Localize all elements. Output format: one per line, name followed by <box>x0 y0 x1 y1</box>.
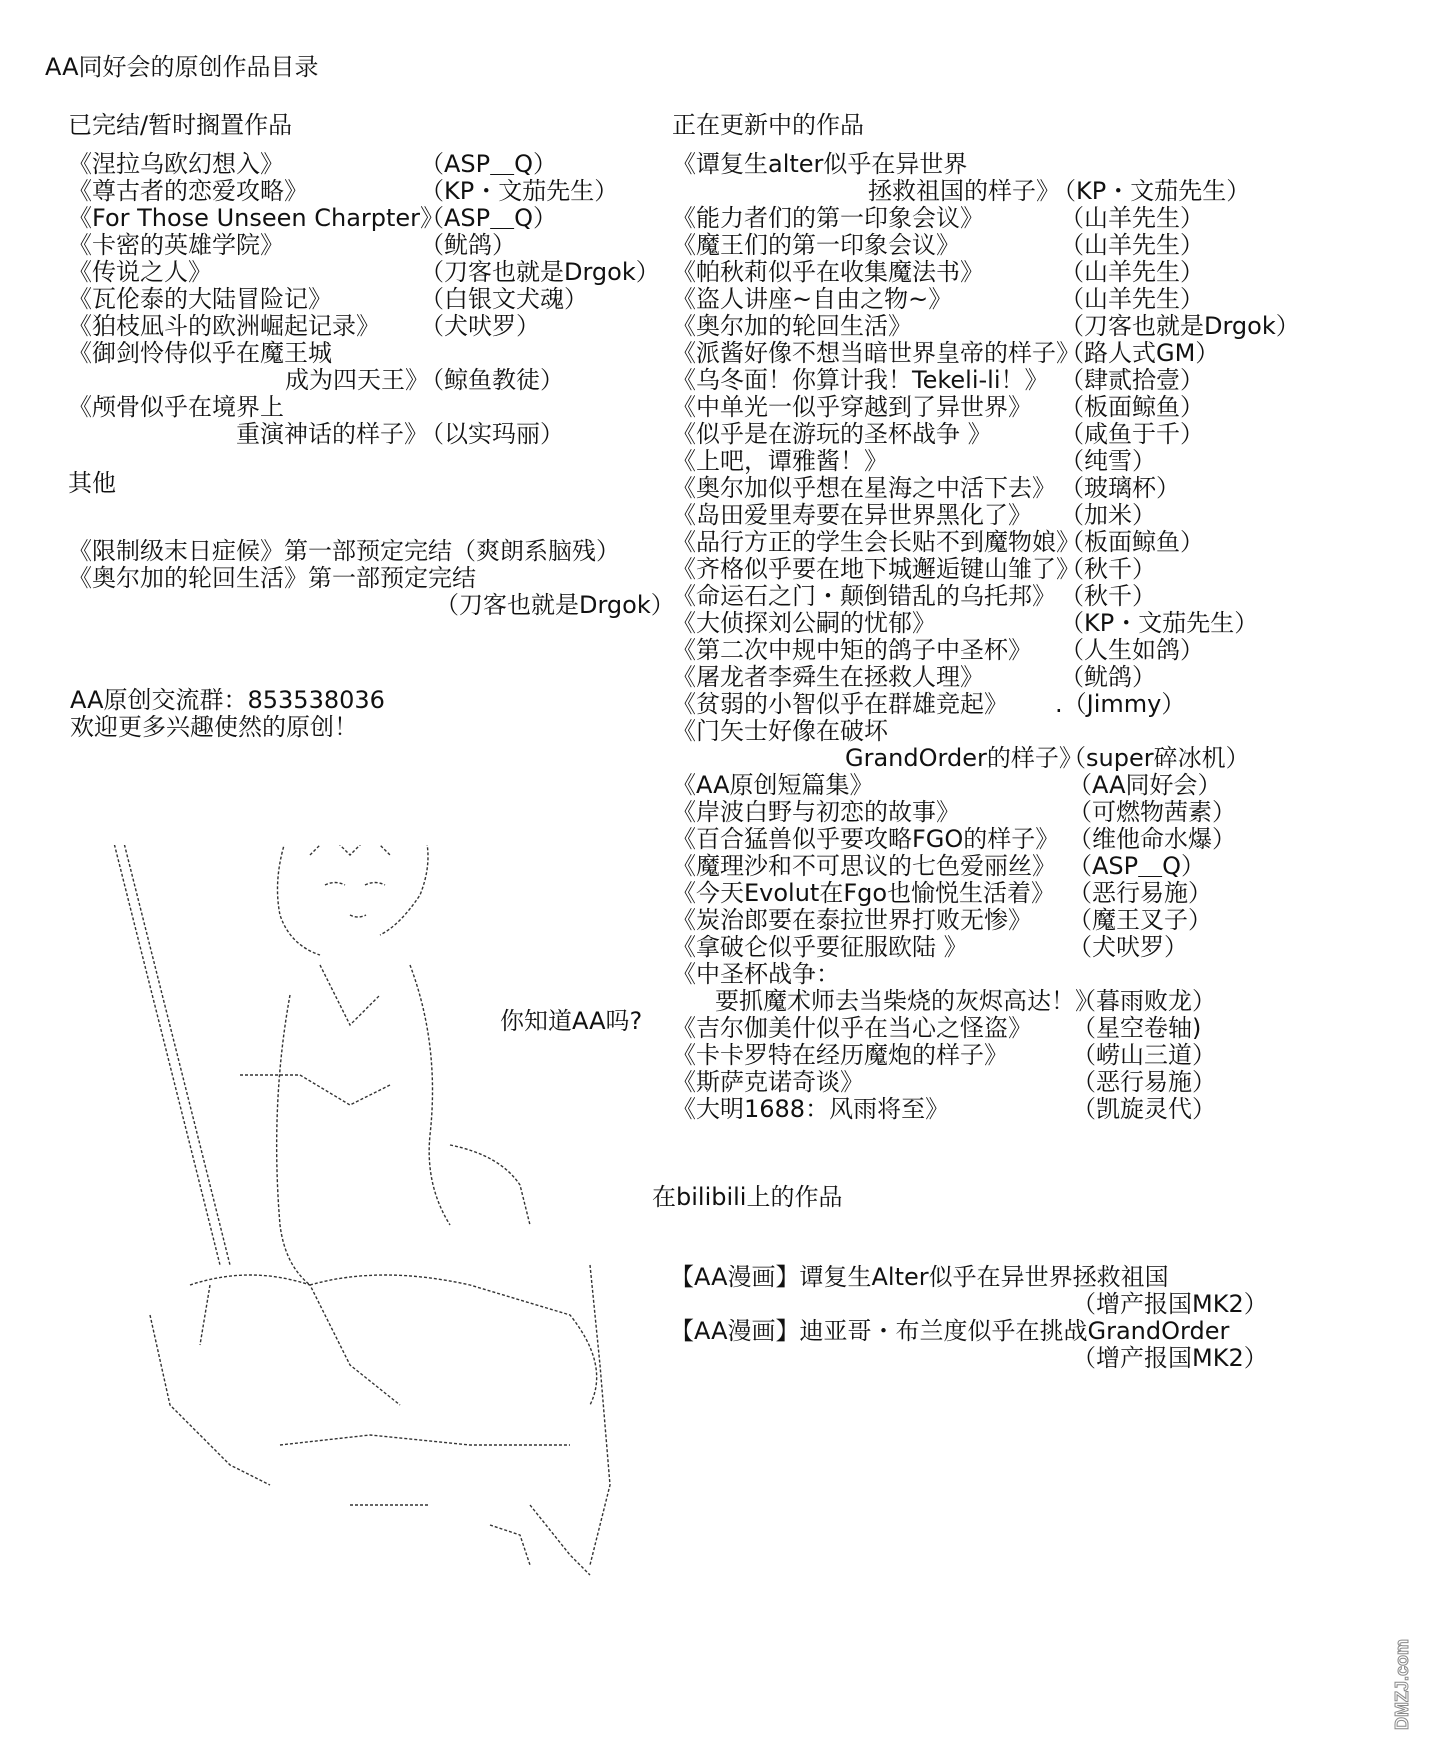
list-item: 《能力者们的第一印象会议》 <box>672 204 984 232</box>
list-item-author: （山羊先生） <box>1060 285 1204 313</box>
list-item-author: （山羊先生） <box>1060 204 1204 232</box>
list-item: 《上吧，谭雅酱！》 <box>672 447 888 475</box>
list-item-author: （恶行易施） <box>1072 1068 1216 1096</box>
list-item-author: （秋千） <box>1060 582 1156 610</box>
bilibili-item-1: 【AA漫画】谭复生Alter似乎在异世界拯救祖国 <box>670 1263 1169 1291</box>
updating-heading: 正在更新中的作品 <box>672 111 864 139</box>
list-item: 《乌冬面！你算计我！Tekeli-li！》 <box>672 366 1049 394</box>
list-item-author: （刀客也就是Drgok） <box>420 258 660 286</box>
list-item-continued: 成为四天王》 <box>285 366 429 394</box>
list-item-author: （犬吠罗） <box>1068 933 1188 961</box>
list-item: 《斯萨克诺奇谈》 <box>672 1068 864 1096</box>
list-item: 《似乎是在游玩的圣杯战争 》 <box>672 420 992 448</box>
list-item: 《第二次中规中矩的鸽子中圣杯》 <box>672 636 1032 664</box>
list-item-author: （super碎冰机） <box>1062 744 1250 772</box>
list-item: 《门矢士好像在破坏 <box>672 717 888 745</box>
list-item-author: （路人式GM） <box>1060 339 1220 367</box>
list-item-author: .（Jimmy） <box>1055 690 1186 718</box>
list-item-author: （AA同好会） <box>1068 771 1222 799</box>
list-item-author: （人生如鸽） <box>1060 636 1204 664</box>
list-item-author: （加米） <box>1060 501 1156 529</box>
list-item-author: （凯旋灵代） <box>1072 1095 1216 1123</box>
list-item-author: （崂山三道） <box>1072 1041 1216 1069</box>
list-item-author: （星空卷轴) <box>1072 1014 1202 1042</box>
ascii-art-illustration <box>50 845 690 1675</box>
list-item: 《炭治郎要在泰拉世界打败无惨》 <box>672 906 1032 934</box>
list-item: 《贫弱的小智似乎在群雄竞起》 <box>672 690 1008 718</box>
list-item: 《屠龙者李舜生在拯救人理》 <box>672 663 984 691</box>
list-item-author: （犬吠罗） <box>420 312 540 340</box>
list-item-author: （ASP＿Q） <box>420 150 558 178</box>
list-item-author: （维他命水爆） <box>1068 825 1236 853</box>
list-item: 《瓦伦泰的大陆冒险记》 <box>68 285 332 313</box>
list-item: 《命运石之门・颠倒错乱的乌托邦》 <box>672 582 1056 610</box>
list-item-author: （KP・文茄先生） <box>420 177 619 205</box>
list-item: 《今天Evolut在Fgo也愉悦生活着》 <box>672 879 1056 907</box>
list-item: 《齐格似乎要在地下城邂逅键山雏了》 <box>672 555 1080 583</box>
list-item: 《岛田爱里寿要在异世界黑化了》 <box>672 501 1032 529</box>
bilibili-item-2: 【AA漫画】迪亚哥・布兰度似乎在挑战GrandOrder <box>670 1317 1230 1345</box>
list-item: 《奥尔加似乎想在星海之中活下去》 <box>672 474 1056 502</box>
bilibili-item-2-author: （增产报国MK2） <box>1072 1344 1268 1372</box>
list-item-author: （鱿鸽） <box>420 231 516 259</box>
other-line-3: （刀客也就是Drgok） <box>435 591 675 619</box>
speech-text: 你知道AA吗? <box>500 1007 643 1035</box>
list-item-continued: 拯救祖国的样子》 <box>868 177 1060 205</box>
list-item-author: （暮雨败龙） <box>1072 987 1216 1015</box>
list-item: 《AA原创短篇集》 <box>672 771 874 799</box>
list-item-author: （山羊先生） <box>1060 258 1204 286</box>
completed-heading: 已完结/暂时搁置作品 <box>68 111 293 139</box>
list-item-author: （鱿鸽） <box>1060 663 1156 691</box>
list-item-continued: GrandOrder的样子》 <box>845 744 1083 772</box>
list-item: 《奥尔加的轮回生活》 <box>672 312 912 340</box>
list-item-author: （山羊先生） <box>1060 231 1204 259</box>
list-item: 《大明1688：风雨将至》 <box>672 1095 950 1123</box>
list-item: 《涅拉乌欧幻想入》 <box>68 150 284 178</box>
list-item: 《卡卡罗特在经历魔炮的样子》 <box>672 1041 1008 1069</box>
list-item-author: （板面鲸鱼） <box>1060 393 1204 421</box>
list-item: 《派酱好像不想当暗世界皇帝的样子》 <box>672 339 1080 367</box>
list-item-author: （鲸鱼教徒） <box>420 366 564 394</box>
list-item-author: （板面鲸鱼） <box>1060 528 1204 556</box>
list-item: 《帕秋莉似乎在收集魔法书》 <box>672 258 984 286</box>
list-item: 《御剑怜侍似乎在魔王城 <box>68 339 332 367</box>
list-item: 《吉尔伽美什似乎在当心之怪盗》 <box>672 1014 1032 1042</box>
list-item: 《卡密的英雄学院》 <box>68 231 284 259</box>
character-sketch <box>50 845 690 1675</box>
list-item-author: （恶行易施） <box>1068 879 1212 907</box>
list-item: 《品行方正的学生会长贴不到魔物娘》 <box>672 528 1080 556</box>
bilibili-item-1-author: （增产报国MK2） <box>1072 1290 1268 1318</box>
list-item-author: （ASP＿Q） <box>1068 852 1206 880</box>
list-item: 《中单光一似乎穿越到了异世界》 <box>672 393 1032 421</box>
list-item: 《For Those Unseen Charpter》 <box>68 204 445 232</box>
list-item-author: （可燃物茜素） <box>1068 798 1236 826</box>
list-item: 《传说之人》 <box>68 258 212 286</box>
list-item: 《谭复生alter似乎在异世界 <box>672 150 968 178</box>
list-item-author: （KP・文茄先生） <box>1060 609 1259 637</box>
group-welcome: 欢迎更多兴趣使然的原创！ <box>70 713 358 741</box>
list-item: 《尊古者的恋爱攻略》 <box>68 177 308 205</box>
list-item: 《大侦探刘公嗣的忧郁》 <box>672 609 936 637</box>
list-item: 《魔王们的第一印象会议》 <box>672 231 960 259</box>
list-item: 《魔理沙和不可思议的七色爱丽丝》 <box>672 852 1056 880</box>
list-item: 《百合猛兽似乎要攻略FGO的样子》 <box>672 825 1060 853</box>
list-item-author: （纯雪） <box>1060 447 1156 475</box>
list-item: 《拿破仑似乎要征服欧陆 》 <box>672 933 968 961</box>
other-line-2: 《奥尔加的轮回生活》第一部预定完结 <box>68 564 476 592</box>
list-item-author: （魔王叉子） <box>1068 906 1212 934</box>
list-item-author: （肆贰拾壹） <box>1060 366 1204 394</box>
list-item-author: （KP・文茄先生） <box>1052 177 1251 205</box>
other-line-1: 《限制级末日症候》第一部预定完结（爽朗系脑残） <box>68 537 620 565</box>
list-item: 《颅骨似乎在境界上 <box>68 393 284 421</box>
list-item: 《中圣杯战争： <box>672 960 840 988</box>
group-number: AA原创交流群：853538036 <box>70 686 385 714</box>
list-item: 《岸波白野与初恋的故事》 <box>672 798 960 826</box>
watermark-logo <box>1388 1590 1428 1740</box>
list-item-continued: 要抓魔术师去当柴烧的灰烬高达！》 <box>715 987 1099 1015</box>
page-title: AA同好会的原创作品目录 <box>45 53 319 81</box>
list-item-author: （玻璃杯） <box>1060 474 1180 502</box>
list-item-author: （刀客也就是Drgok） <box>1060 312 1300 340</box>
list-item: 《狛枝凪斗的欧洲崛起记录》 <box>68 312 380 340</box>
list-item-author: （ASP＿Q） <box>420 204 558 232</box>
list-item-author: （白银文犬魂） <box>420 285 588 313</box>
watermark-text: DMZJ.com <box>1392 1638 1412 1730</box>
list-item-author: （以实玛丽） <box>420 420 564 448</box>
list-item-author: （咸鱼于千） <box>1060 420 1204 448</box>
other-heading: 其他 <box>68 469 116 497</box>
list-item-continued: 重演神话的样子》 <box>236 420 428 448</box>
bilibili-heading: 在bilibili上的作品 <box>652 1183 843 1211</box>
list-item: 《盗人讲座~自由之物~》 <box>672 285 953 313</box>
list-item-author: （秋千） <box>1060 555 1156 583</box>
